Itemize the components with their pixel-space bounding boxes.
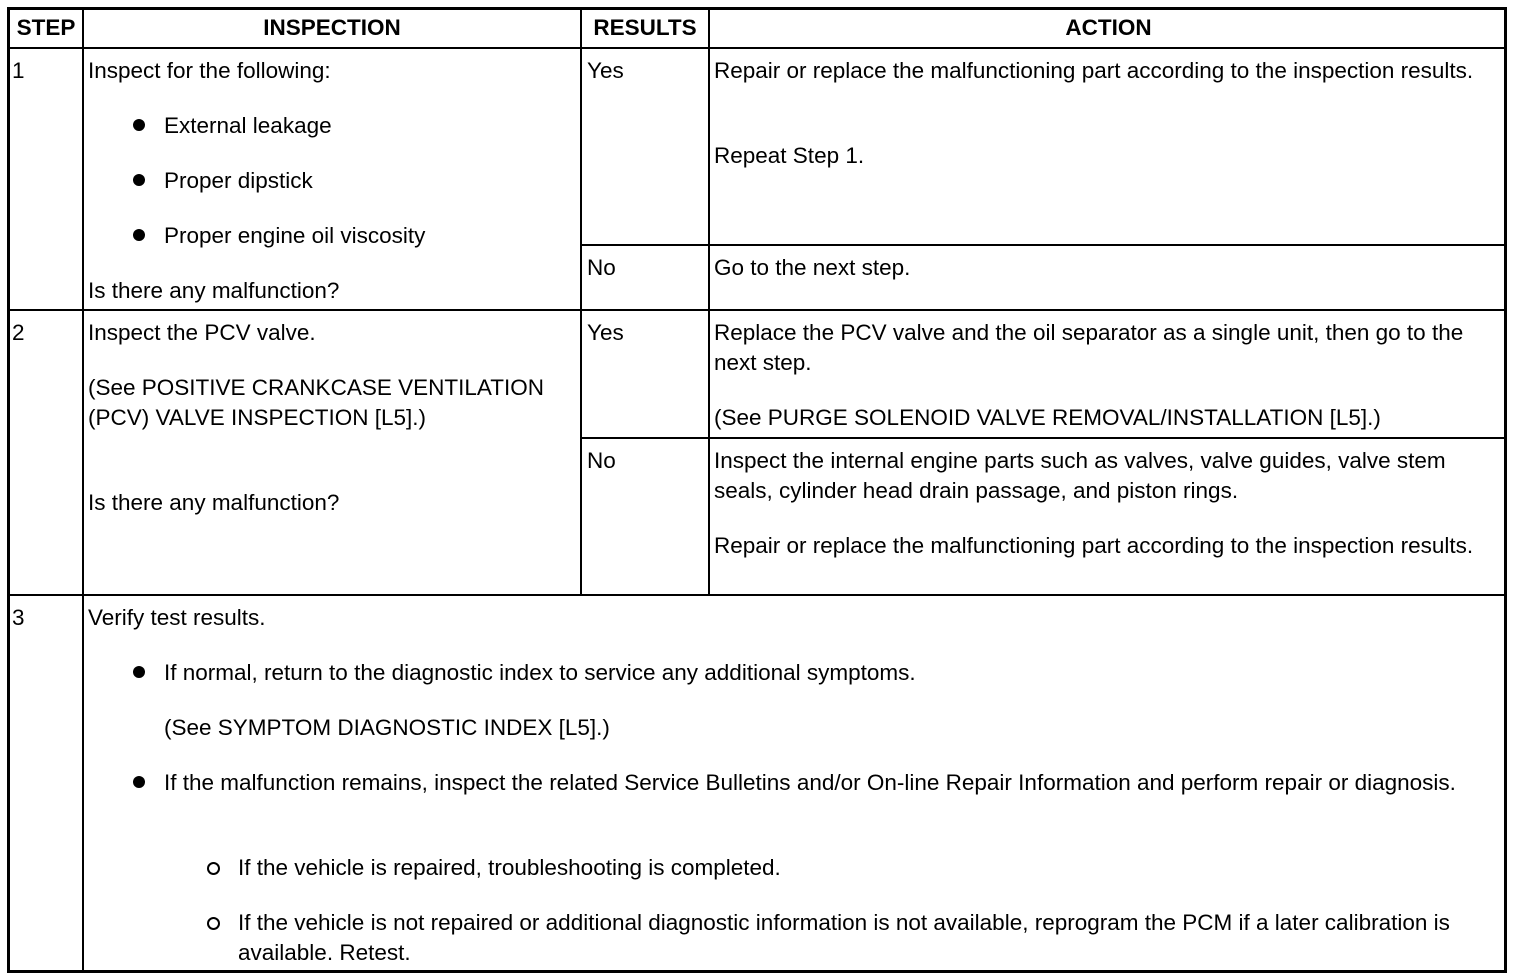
bullet-icon: [133, 776, 145, 788]
step1-number: 1: [12, 58, 25, 83]
header-results: RESULTS: [593, 15, 697, 40]
step1-question: Is there any malfunction?: [88, 278, 340, 303]
step1-yes-action-2: Repeat Step 1.: [714, 143, 865, 168]
step2-question: Is there any malfunction?: [88, 490, 340, 515]
step1-yes-action-1: Repair or replace the malfunctioning part according to the inspection results.: [714, 58, 1474, 83]
step1-item: Proper engine oil viscosity: [164, 223, 426, 248]
step1-item: External leakage: [164, 113, 332, 138]
step1-no-action: Go to the next step.: [714, 255, 911, 280]
step3-intro: Verify test results.: [88, 605, 266, 630]
header-action: ACTION: [1065, 15, 1152, 40]
results-column-divider: [708, 7, 710, 595]
inspection-column-divider: [580, 7, 582, 595]
step2-inspection-intro: Inspect the PCV valve.: [88, 320, 316, 345]
step1-results-divider: [580, 244, 1507, 246]
hollow-bullet-icon: [207, 917, 220, 930]
step2-no-action-1: Inspect the internal engine parts such as valves, valve guides, valve stem seals, cylinder head drain passage, and piston rings.: [714, 448, 1446, 503]
step3-bullet1-ref: (See SYMPTOM DIAGNOSTIC INDEX [L5].): [164, 715, 610, 740]
step2-bottom-rule: [7, 594, 1507, 596]
step3-number: 3: [12, 605, 25, 630]
step2-no-action-2: Repair or replace the malfunctioning part according to the inspection results.: [714, 533, 1474, 558]
bullet-icon: [133, 119, 145, 131]
step2-results-divider: [580, 437, 1507, 439]
step2-yes-label: Yes: [587, 320, 624, 345]
step1-yes-label: Yes: [587, 58, 624, 83]
step3-sub2: If the vehicle is not repaired or additional diagnostic information is not available, reprogram the PCM if a later calibration is available. Retest.: [238, 910, 1450, 965]
step2-yes-action-1: Replace the PCV valve and the oil separator as a single unit, then go to the next step.: [714, 320, 1464, 375]
header-step: STEP: [16, 15, 76, 40]
step2-number: 2: [12, 320, 25, 345]
step1-item: Proper dipstick: [164, 168, 313, 193]
hollow-bullet-icon: [207, 862, 220, 875]
step1-no-label: No: [587, 255, 616, 280]
step2-yes-action-2: (See PURGE SOLENOID VALVE REMOVAL/INSTALLATION [L5].): [714, 405, 1381, 430]
header-inspection: INSPECTION: [263, 15, 401, 40]
step3-bullet2: If the malfunction remains, inspect the related Service Bulletins and/or On-line Repair Information and perform repair or diagnosis.: [164, 770, 1456, 795]
step3-sub1: If the vehicle is repaired, troubleshooting is completed.: [238, 855, 781, 880]
step1-inspection-intro: Inspect for the following:: [88, 58, 331, 83]
bullet-icon: [133, 229, 145, 241]
step1-bottom-rule: [7, 309, 1507, 311]
step2-inspection-ref: (See POSITIVE CRANKCASE VENTILATION (PCV) VALVE INSPECTION [L5].): [88, 375, 544, 430]
step-column-divider: [82, 7, 84, 973]
bullet-icon: [133, 666, 145, 678]
step3-bullet1: If normal, return to the diagnostic index to service any additional symptoms.: [164, 660, 916, 685]
bullet-icon: [133, 174, 145, 186]
step2-no-label: No: [587, 448, 616, 473]
